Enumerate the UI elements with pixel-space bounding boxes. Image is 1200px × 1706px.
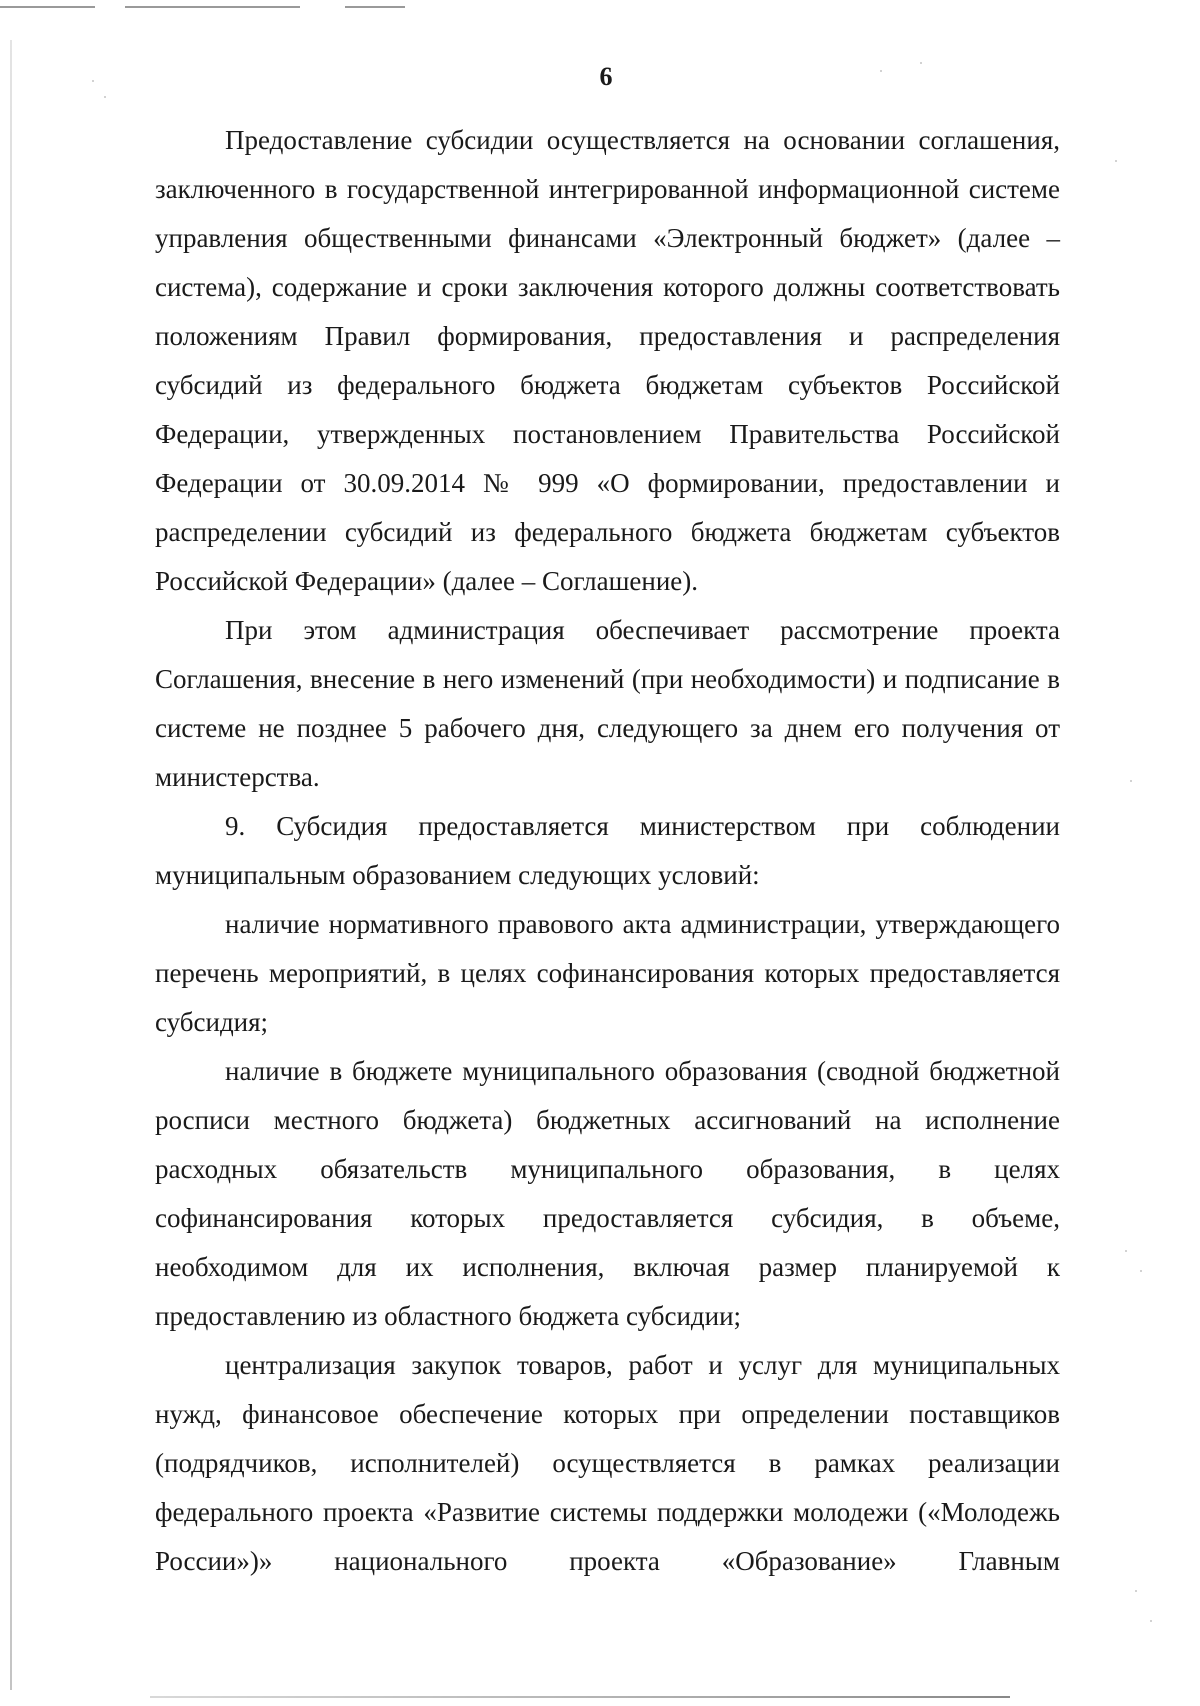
paragraph-condition-legal-act: наличие нормативного правового акта администрации, утверждающего перечень мероприятий, в целях софинансирования которых предоставляется субсидия; xyxy=(155,909,1060,1037)
scan-speckle xyxy=(1150,1620,1152,1622)
scan-speckle xyxy=(1135,1590,1137,1592)
scan-speckle xyxy=(104,96,106,98)
paragraph-administration-review: При этом администрация обеспечивает рассмотрение проекта Соглашения, внесение в него изменений (при необходимости) и подписание в системе не позднее 5 рабочего дня, следующего за днем его получения от министерства. xyxy=(155,615,1060,792)
scan-speckle xyxy=(1140,1270,1142,1272)
scan-speckle xyxy=(1125,1250,1127,1252)
scan-artifact-top-line xyxy=(345,6,405,8)
scan-speckle xyxy=(1130,780,1132,782)
paragraph-item-9: 9. Субсидия предоставляется министерством при соблюдении муниципальным образованием следующих условий: xyxy=(155,811,1060,890)
paragraph-agreement: Предоставление субсидии осуществляется на основании соглашения, заключенного в государственной интегрированной информационной системе управления общественными финансами «Электронный бюджет» (далее – система), содержание и сроки заключения которого должны соответствовать положениям Правил формирования, предоставления и распределения субсидий из федерального бюджета бюджетам субъектов Российской Федерации, утвержденных постановлением Правительства Российской Федерации от 30.09.2014 № 999 «О формировании, предоставлении и распределении субсидий из федерального бюджета бюджетам субъектов Российской Федерации» (далее – Соглашение). xyxy=(155,125,1060,596)
paragraph-condition-procurement: централизация закупок товаров, работ и услуг для муниципальных нужд, финансовое обеспечение которых при определении поставщиков (подрядчиков, исполнителей) осуществляется в рамках реализации федерального проекта «Развитие системы поддержки молодежи («Молодежь России»)» национального проекта «Образование» Главным xyxy=(155,1350,1060,1576)
paragraph-condition-budget: наличие в бюджете муниципального образования (сводной бюджетной росписи местного бюджета) бюджетных ассигнований на исполнение расходных обязательств муниципального образования, в целях софинансирования которых предоставляется субсидия, в объеме, необходимом для их исполнения, включая размер планируемой к предоставлению из областного бюджета субсидии; xyxy=(155,1056,1060,1331)
scan-speckle xyxy=(1115,160,1117,162)
scan-artifact-bottom-edge xyxy=(150,1696,1010,1698)
scan-artifact-top-line xyxy=(125,6,300,8)
scan-artifact-left-edge xyxy=(10,40,12,1690)
page-number: 6 xyxy=(599,62,613,91)
body-text xyxy=(155,116,1060,1586)
scan-artifact-top-line xyxy=(0,6,95,8)
